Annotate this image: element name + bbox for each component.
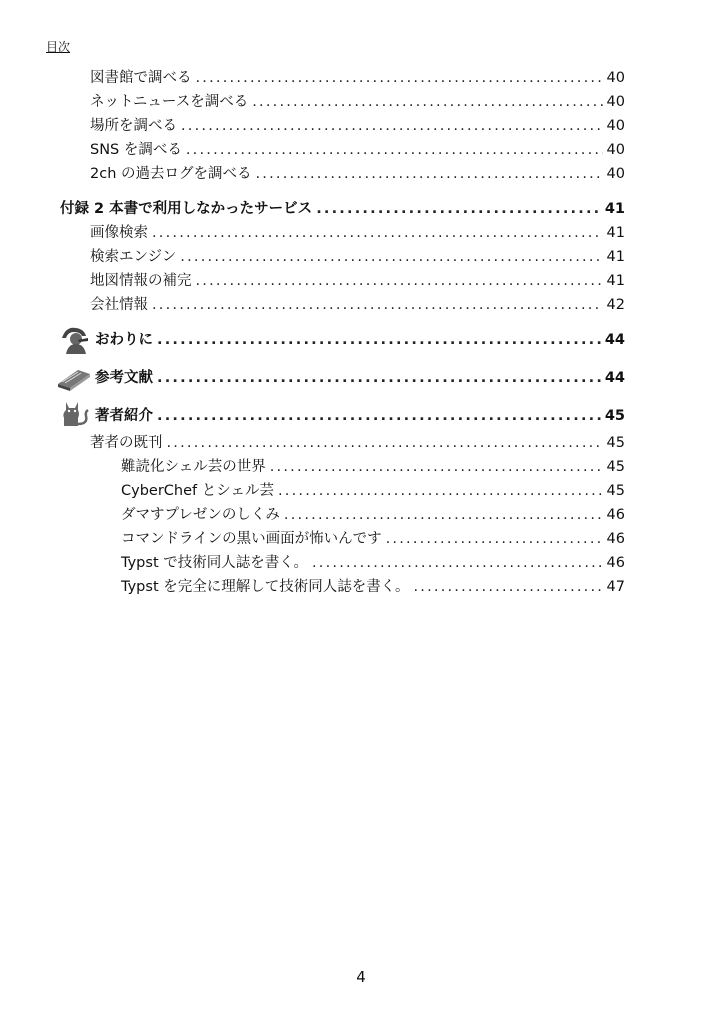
book-icon (56, 360, 92, 392)
toc-entry-title: Typst で技術同人誌を書く。 (121, 555, 308, 571)
dot-leader (270, 457, 603, 477)
toc-entry-title: 検索エンジン (90, 249, 177, 265)
toc-entry-page: 40 (606, 70, 625, 86)
toc-header: 目次 (46, 40, 71, 54)
toc-chapter-entry[interactable] (60, 199, 625, 219)
toc-entry-page: 40 (606, 94, 625, 110)
toc-entry[interactable] (90, 223, 625, 243)
toc-entry-page: 40 (606, 142, 625, 158)
dot-leader (196, 68, 603, 88)
toc-entry-title: 地図情報の補完 (90, 273, 192, 289)
dot-leader (278, 481, 603, 501)
dot-leader (252, 92, 602, 112)
toc-entry-title: 場所を調べる (90, 118, 177, 134)
toc-entry[interactable] (90, 295, 625, 315)
dot-leader (152, 295, 603, 315)
toc-entry-title: ダマすプレゼンのしくみ (121, 507, 280, 523)
toc-entry-page: 47 (606, 579, 625, 595)
dot-leader (413, 577, 602, 597)
toc-entry-title: Typst を完全に理解して技術同人誌を書く。 (121, 579, 410, 595)
toc-entry-page: 40 (606, 166, 625, 182)
toc-entry[interactable] (90, 68, 625, 88)
toc-entry-title: コマンドラインの黒い画面が怖いんです (121, 531, 382, 547)
cat-icon (56, 396, 92, 428)
toc-entry[interactable] (90, 92, 625, 112)
dot-leader (196, 271, 603, 291)
toc-entry-page: 46 (606, 531, 625, 547)
toc-entry-title: 難読化シェル芸の世界 (121, 459, 266, 475)
toc-entry[interactable] (90, 271, 625, 291)
detective-icon (56, 322, 92, 354)
dot-leader (157, 368, 601, 388)
dot-leader (256, 164, 603, 184)
toc-entry-page: 44 (604, 370, 625, 386)
toc-entry-page: 46 (606, 507, 625, 523)
toc-chapter-entry[interactable] (95, 368, 625, 388)
toc-entry-page: 41 (606, 225, 625, 241)
toc-subentry[interactable] (121, 505, 625, 525)
toc-entry-title: 付録 2 本書で利用しなかったサービス (60, 201, 313, 217)
toc-entry-page: 45 (606, 459, 625, 475)
toc-entry-page: 42 (606, 297, 625, 313)
toc-subentry[interactable] (121, 481, 625, 501)
toc-entry-title: 会社情報 (90, 297, 148, 313)
dot-leader (181, 116, 603, 136)
toc-entry-page: 40 (606, 118, 625, 134)
dot-leader (152, 223, 603, 243)
dot-leader (180, 247, 602, 267)
toc-entry-page: 45 (606, 483, 625, 499)
toc-entry[interactable] (90, 140, 625, 160)
toc-entry[interactable] (90, 164, 625, 184)
toc-entry-title: 画像検索 (90, 225, 148, 241)
toc-subentry[interactable] (121, 457, 625, 477)
toc-entry-title: 参考文献 (95, 370, 153, 386)
toc-entry-page: 41 (604, 201, 625, 217)
toc-entry-page: 41 (606, 273, 625, 289)
toc-entry-title: 著者紹介 (95, 408, 153, 424)
toc-entry[interactable] (90, 116, 625, 136)
dot-leader (167, 433, 603, 453)
dot-leader (386, 529, 603, 549)
toc-entry-title: CyberChef とシェル芸 (121, 483, 274, 499)
toc-subentry[interactable] (121, 577, 625, 597)
dot-leader (157, 406, 601, 426)
toc-entry[interactable] (90, 247, 625, 267)
dot-leader (316, 199, 601, 219)
toc-entry-page: 45 (604, 408, 625, 424)
toc-entry-page: 44 (604, 332, 625, 348)
toc-chapter-entry[interactable] (95, 330, 625, 350)
toc-entry-title: 著者の既刊 (90, 435, 163, 451)
dot-leader (157, 330, 601, 350)
toc-entry-page: 45 (606, 435, 625, 451)
toc-entry-page: 41 (606, 249, 625, 265)
dot-leader (186, 140, 603, 160)
toc-entry-title: おわりに (95, 332, 153, 348)
toc-entry-title: ネットニュースを調べる (90, 94, 249, 110)
toc-entry-title: 2ch の過去ログを調べる (90, 166, 252, 182)
toc-chapter-entry[interactable] (95, 406, 625, 426)
toc-entry-title: SNS を調べる (90, 142, 182, 158)
toc-subentry[interactable] (121, 553, 625, 573)
toc-subentry[interactable] (121, 529, 625, 549)
toc-entry[interactable] (90, 433, 625, 453)
toc-entry-page: 46 (606, 555, 625, 571)
dot-leader (284, 505, 603, 525)
dot-leader (312, 553, 603, 573)
toc-entry-title: 図書館で調べる (90, 70, 192, 86)
page-number: 4 (356, 968, 366, 986)
